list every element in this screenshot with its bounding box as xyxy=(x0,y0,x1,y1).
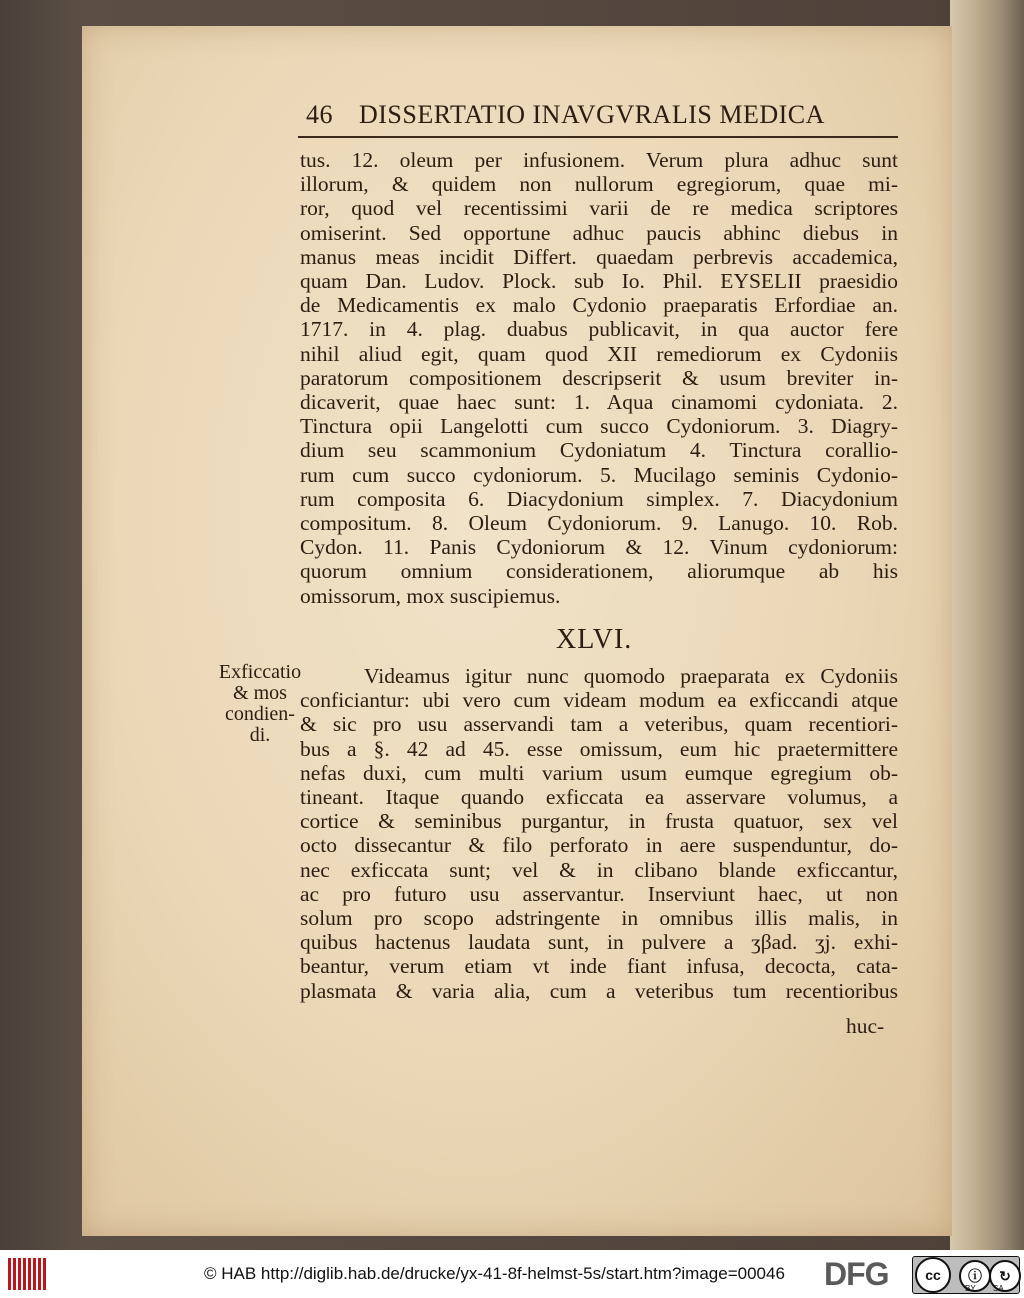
text-line: dium seu scammonium Cydoniatum 4. Tinctura corallio- xyxy=(300,438,898,463)
text-line: beantur, verum etiam vt inde fiant infusa, decocta, cata- xyxy=(300,954,898,979)
text-line: tineant. Itaque quando exficcata ea asservare volumus, a xyxy=(300,785,898,810)
margin-note-line: & mos xyxy=(233,682,287,704)
text-line: & sic pro usu asservandi tam a veteribus, quam recentiori- xyxy=(300,712,898,737)
margin-note-line: di. xyxy=(249,724,271,746)
text-line: compositum. 8. Oleum Cydoniorum. 9. Lanugo. 10. Rob. xyxy=(300,511,898,536)
sa-label: SA xyxy=(993,1284,1004,1293)
margin-note xyxy=(214,662,306,746)
text-line: omissorum, mox suscipiemus. xyxy=(300,583,561,608)
cc-license-badge[interactable] xyxy=(912,1256,1020,1294)
text-line: Videamus igitur nunc quomodo praeparata ex Cydoniis xyxy=(364,664,898,688)
margin-note-line: Exficcatio xyxy=(218,661,302,683)
text-line: Cydon. 11. Panis Cydoniorum & 12. Vinum cydoniorum: xyxy=(300,535,898,560)
text-line: quam Dan. Ludov. Plock. sub Io. Phil. EYSELII praesidio xyxy=(300,269,898,294)
cc-icon: cc xyxy=(915,1257,951,1293)
viewer-footer xyxy=(0,1250,1024,1298)
sa-icon: ↻ xyxy=(989,1260,1021,1292)
text-line: quibus hactenus laudata sunt, in pulvere a ʒβad. ʒj. exhi- xyxy=(300,930,898,955)
footer-link[interactable]: © HAB http://diglib.hab.de/drucke/yx-41-8f-helmst-5s/start.htm?image=00046 xyxy=(204,1264,785,1283)
next-page-edge xyxy=(950,0,1024,1250)
text-line: octo dissecantur & filo perforato in aere suspenduntur, do- xyxy=(300,833,898,858)
text-line: nec exficcata sunt; vel & in clibano blande exficcantur, xyxy=(300,857,898,882)
text-line: illorum, & quidem non nullorum egregiorum, quae mi- xyxy=(300,172,898,197)
paragraph-1 xyxy=(300,148,898,608)
page-number: 46 xyxy=(306,100,333,129)
paragraph-2 xyxy=(300,664,898,1003)
text-line: quorum omnium considerationem, aliorumque ab his xyxy=(300,559,898,584)
text-line: bus a §. 42 ad 45. esse omissum, eum hic praetermittere xyxy=(300,736,898,761)
running-head xyxy=(306,100,896,130)
section-number: XLVI. xyxy=(556,624,633,655)
text-line: rum cum succo cydoniorum. 5. Mucilago seminis Cydonio- xyxy=(300,462,898,487)
text-line: Tinctura opii Langelotti cum succo Cydoniorum. 3. Diagry- xyxy=(300,414,898,439)
text-line: dicaverit, quae haec sunt: 1. Aqua cinamomi cydoniata. 2. xyxy=(300,390,898,415)
text-line: rum composita 6. Diacydonium simplex. 7. Diacydonium xyxy=(300,486,898,511)
by-label: BY xyxy=(965,1284,976,1293)
text-line: solum pro scopo adstringente in omnibus illis malis, in xyxy=(300,906,898,931)
margin-note-line: condien- xyxy=(225,703,295,725)
text-line: 1717. in 4. plag. duabus publicavit, in qua auctor fere xyxy=(300,317,898,342)
header-rule xyxy=(298,136,898,138)
text-line: tus. 12. oleum per infusionem. Verum plura adhuc sunt xyxy=(300,148,898,172)
running-title: DISSERTATIO INAVGVRALIS MEDICA xyxy=(359,100,825,129)
text-line: cortice & seminibus purgantur, in frusta quatuor, sex vel xyxy=(300,809,898,834)
text-line: manus meas incidit Differt. quaedam perbrevis accademica, xyxy=(300,244,898,269)
text-line: nefas duxi, cum multi varium usum eumque egregium ob- xyxy=(300,760,898,785)
text-line: plasmata & varia alia, cum a veteribus tum recentioribus xyxy=(300,978,898,1003)
text-line: ror, quod vel recentissimi varii de re medica scriptores xyxy=(300,196,898,221)
text-line: omiserint. Sed opportune adhuc paucis abhinc diebus in xyxy=(300,220,898,245)
text-line: nihil aliud egit, quam quod XII remediorum ex Cydoniis xyxy=(300,341,898,366)
text-line: ac pro futuro usu asservantur. Inserviunt haec, ut non xyxy=(300,881,898,906)
dfg-logo: DFG xyxy=(824,1256,889,1292)
text-line: conficiantur: ubi vero cum videam modum ea exficcandi atque xyxy=(300,688,898,713)
by-icon: ⓘ xyxy=(959,1260,991,1292)
text-line: de Medicamentis ex malo Cydonio praeparatis Erfordiae an. xyxy=(300,293,898,318)
text-line: paratorum compositionem descripserit & usum breviter in- xyxy=(300,365,898,390)
catchword: huc- xyxy=(846,1014,885,1038)
hab-logo-icon xyxy=(8,1258,48,1290)
